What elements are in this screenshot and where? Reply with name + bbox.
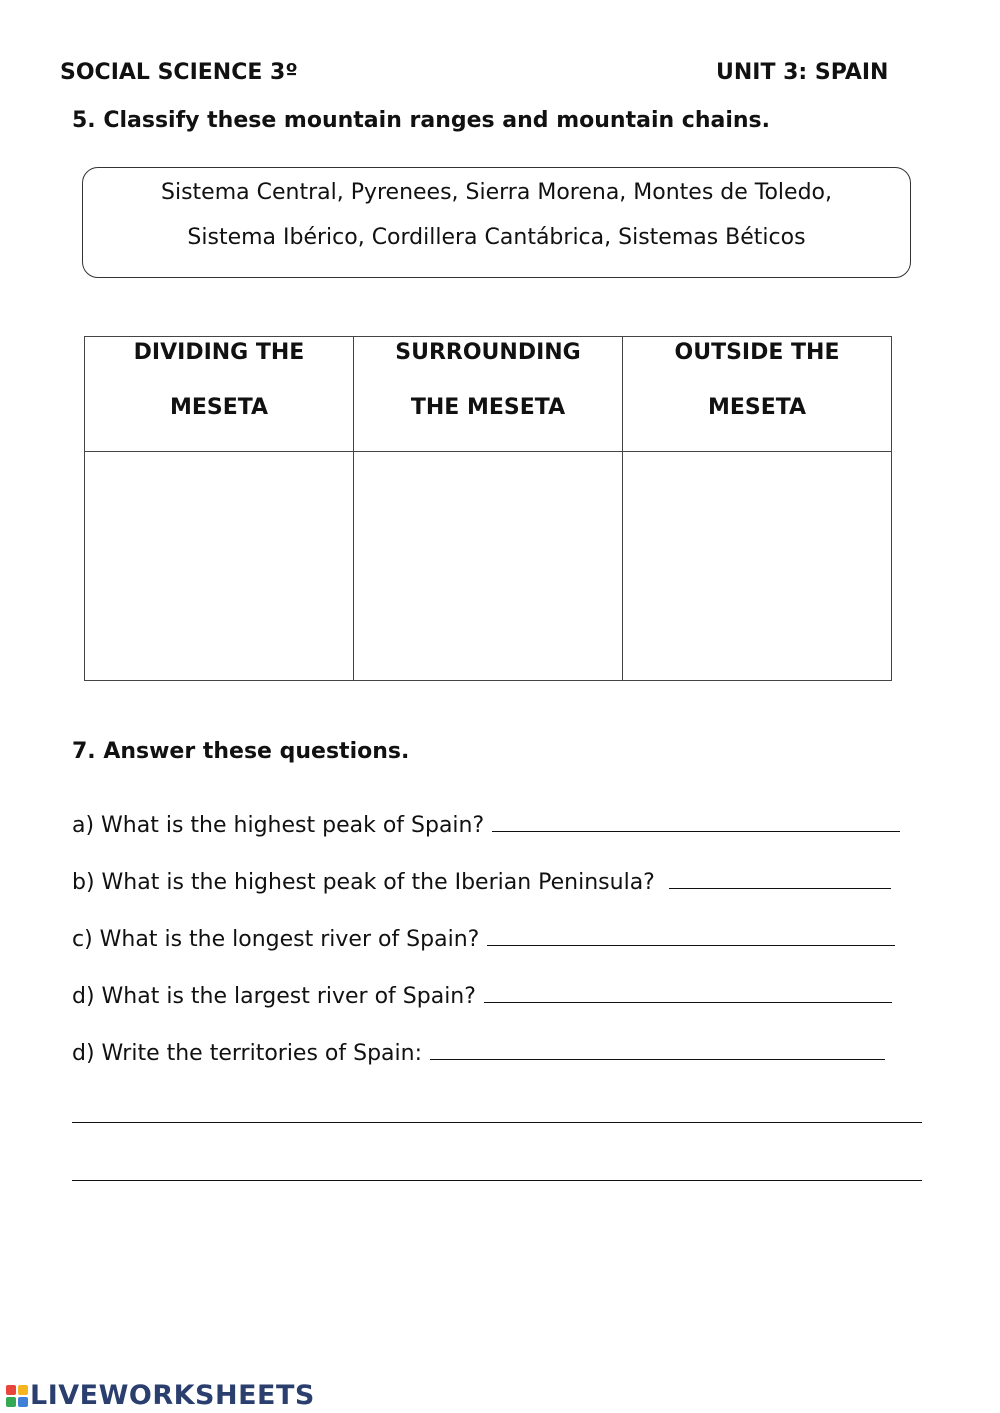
question-territories-text: d) Write the territories of Spain: bbox=[72, 1041, 423, 1066]
exercise-5-title: 5. Classify these mountain ranges and mountain chains. bbox=[72, 108, 771, 133]
answer-blank-b[interactable] bbox=[669, 870, 891, 889]
classification-table bbox=[84, 336, 892, 681]
answer-line-extra-1[interactable] bbox=[72, 1122, 922, 1123]
header-dividing-meseta bbox=[85, 337, 354, 452]
exercise-7-title: 7. Answer these questions. bbox=[72, 739, 410, 764]
question-b-text: b) What is the highest peak of the Iberian Peninsula? bbox=[72, 870, 655, 895]
header-surrounding-meseta bbox=[354, 337, 623, 452]
header-text-line2: MESETA bbox=[169, 395, 269, 420]
answer-cell-dividing[interactable] bbox=[85, 452, 354, 681]
unit-title: UNIT 3: SPAIN bbox=[716, 60, 889, 85]
header-text-line1: SURROUNDING bbox=[395, 340, 581, 365]
question-c bbox=[72, 927, 895, 952]
word-bank-line-2: Sistema Ibérico, Cordillera Cantábrica, Sistemas Béticos bbox=[187, 225, 806, 250]
answer-cell-outside[interactable] bbox=[623, 452, 892, 681]
table-header-row bbox=[85, 337, 892, 452]
question-c-text: c) What is the longest river of Spain? bbox=[72, 927, 480, 952]
header-text-line2: THE MESETA bbox=[410, 395, 566, 420]
answer-cell-surrounding[interactable] bbox=[354, 452, 623, 681]
answer-line-extra-2[interactable] bbox=[72, 1180, 922, 1181]
header-text-line1: DIVIDING THE bbox=[133, 340, 305, 365]
question-a-text: a) What is the highest peak of Spain? bbox=[72, 813, 485, 838]
liveworksheets-logo bbox=[6, 1380, 315, 1411]
answer-blank-territories[interactable] bbox=[430, 1041, 885, 1060]
header-text-line2: MESETA bbox=[707, 395, 807, 420]
answer-blank-a[interactable] bbox=[492, 813, 900, 832]
header-text-line1: OUTSIDE THE bbox=[674, 340, 840, 365]
question-d-text: d) What is the largest river of Spain? bbox=[72, 984, 476, 1009]
question-a bbox=[72, 813, 900, 838]
word-bank-line-1: Sistema Central, Pyrenees, Sierra Morena, Montes de Toledo, bbox=[161, 180, 832, 205]
question-territories bbox=[72, 1041, 885, 1066]
logo-text: LIVEWORKSHEETS bbox=[30, 1380, 315, 1411]
liveworksheets-grid-icon bbox=[6, 1385, 28, 1407]
question-d bbox=[72, 984, 892, 1009]
question-b bbox=[72, 870, 891, 895]
subject-title: SOCIAL SCIENCE 3º bbox=[60, 60, 298, 85]
header-outside-meseta bbox=[623, 337, 892, 452]
answer-blank-d[interactable] bbox=[484, 984, 892, 1003]
table-answer-row bbox=[85, 452, 892, 681]
answer-blank-c[interactable] bbox=[487, 927, 895, 946]
word-bank-box bbox=[82, 167, 911, 278]
